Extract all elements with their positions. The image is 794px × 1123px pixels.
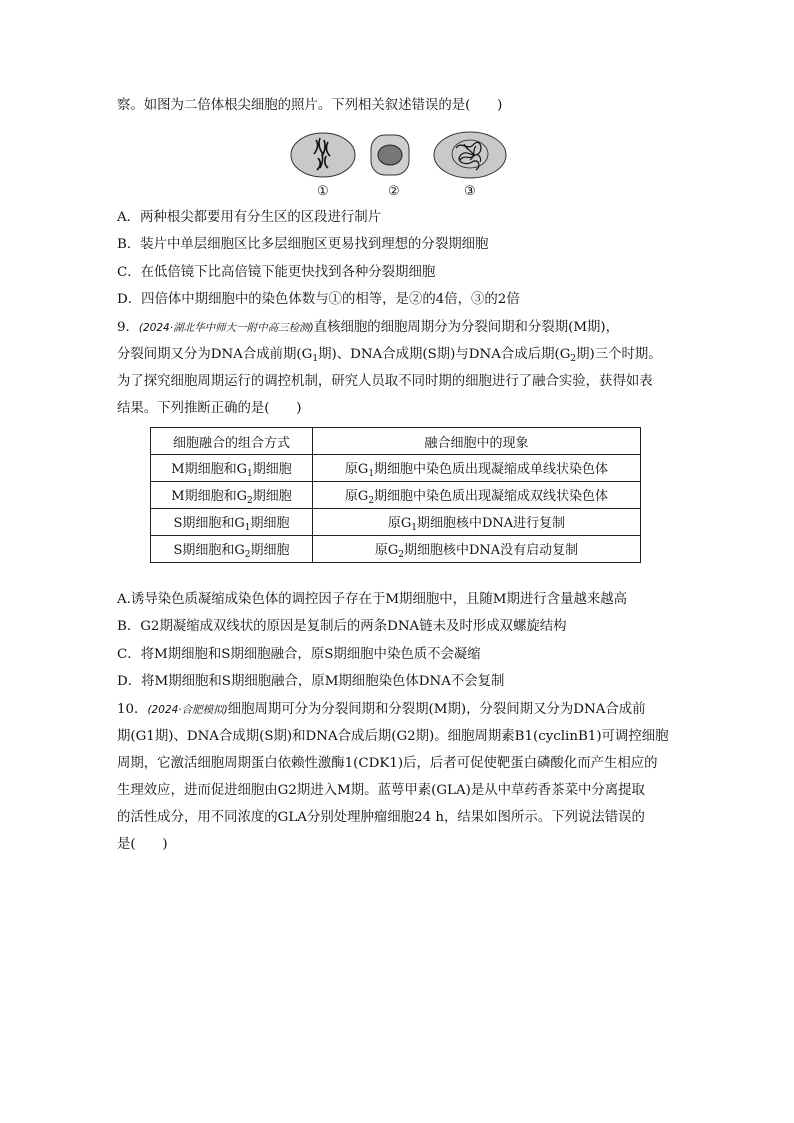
q9-option-b: B．G2期凝缩成双线状的原因是复制后的两条DNA链未及时形成双螺旋结构 bbox=[117, 619, 567, 634]
figure-label-2: ② bbox=[388, 184, 400, 199]
q9-line-3: 为了探究细胞周期运行的调控机制，研究人员取不同时期的细胞进行了融合实验，获得如表 bbox=[117, 374, 653, 389]
table-header-combination: 细胞融合的组合方式 bbox=[151, 428, 313, 455]
q10-line-3: 周期，它激活细胞周期蛋白依赖性激酶1(CDK1)后，后者可促使靶蛋白磷酸化而产生相应的 bbox=[117, 756, 658, 771]
cell-3-image bbox=[434, 132, 506, 178]
table-row: M期细胞和$G_2$期细胞 原$G_2$期细胞中染色质出现凝缩成双线状染色体 bbox=[151, 482, 641, 509]
q9-line-4: 结果。下列推断正确的是( ) bbox=[117, 401, 302, 416]
q9-option-c: C．将M期细胞和S期细胞融合，原S期细胞中染色质不会凝缩 bbox=[117, 647, 481, 662]
q10-line-6: 是( ) bbox=[117, 837, 168, 852]
q10-line-2: 期(G1期)、DNA合成期(S期)和DNA合成后期(G2期)。细胞周期素B1(cyclinB1)可调控细胞 bbox=[117, 729, 669, 744]
table-header-row bbox=[151, 428, 641, 455]
cell-2-image bbox=[371, 135, 409, 175]
q9-option-a: A.诱导染色质凝缩成染色体的调控因子存在于M期细胞中，且随M期进行含量越来越高 bbox=[117, 592, 628, 607]
q9-line-2: 分裂间期又分为DNA合成前期($G_1$期)、DNA合成期(S期)与DNA合成后期($G_2$期)三个时期。 bbox=[117, 347, 662, 364]
table-header-phenomenon: 融合细胞中的现象 bbox=[313, 428, 641, 455]
figure-label-3: ③ bbox=[464, 184, 476, 199]
cell-1-image bbox=[291, 133, 355, 177]
table-row: M期细胞和$G_1$期细胞 原$G_1$期细胞中染色质出现凝缩成单线状染色体 bbox=[151, 455, 641, 482]
fusion-results-table bbox=[150, 427, 641, 563]
q10-source: (2024·合肥模拟) bbox=[147, 704, 228, 716]
table-row: S期细胞和$G_1$期细胞 原$G_1$期细胞核中DNA进行复制 bbox=[151, 509, 641, 536]
q9-source: (2024·湖北华中师大一附中高三检测) bbox=[138, 322, 314, 334]
figure-label-1: ① bbox=[317, 184, 329, 199]
q8-option-a: A．两种根尖都要用有分生区的区段进行制片 bbox=[117, 210, 382, 225]
q8-intro: 察。如图为二倍体根尖细胞的照片。下列相关叙述错误的是( ) bbox=[117, 98, 503, 113]
q8-option-c: C．在低倍镜下比高倍镜下能更快找到各种分裂期细胞 bbox=[117, 265, 436, 280]
q9-option-d: D．将M期细胞和S期细胞融合，原M期细胞染色体DNA不会复制 bbox=[117, 674, 505, 689]
q8-option-b: B．装片中单层细胞区比多层细胞区更易找到理想的分裂期细胞 bbox=[117, 237, 489, 252]
q10-line-4: 生理效应，进而促进细胞由G2期进入M期。蓝萼甲素(GLA)是从中草药香茶菜中分离提取 bbox=[117, 783, 645, 798]
q10-number: 10． bbox=[117, 702, 148, 717]
q10-line-5: 的活性成分，用不同浓度的GLA分别处理肿瘤细胞24 h，结果如图所示。下列说法错误的 bbox=[117, 810, 645, 825]
table-row: S期细胞和$G_2$期细胞 原$G_2$期细胞核中DNA没有启动复制 bbox=[151, 536, 641, 563]
q10-line-1: 10．(2024·合肥模拟)细胞周期可分为分裂间期和分裂期(M期)，分裂间期又分为DNA合成前 bbox=[117, 702, 646, 717]
q8-option-d: D．四倍体中期细胞中的染色体数与①的相等，是②的4倍，③的2倍 bbox=[117, 292, 520, 307]
q9-number: 9． bbox=[117, 320, 139, 335]
q9-line-1 bbox=[117, 318, 619, 338]
q9-line-1-text: 直核细胞的细胞周期分为分裂间期和分裂期(M期)， bbox=[313, 320, 620, 335]
